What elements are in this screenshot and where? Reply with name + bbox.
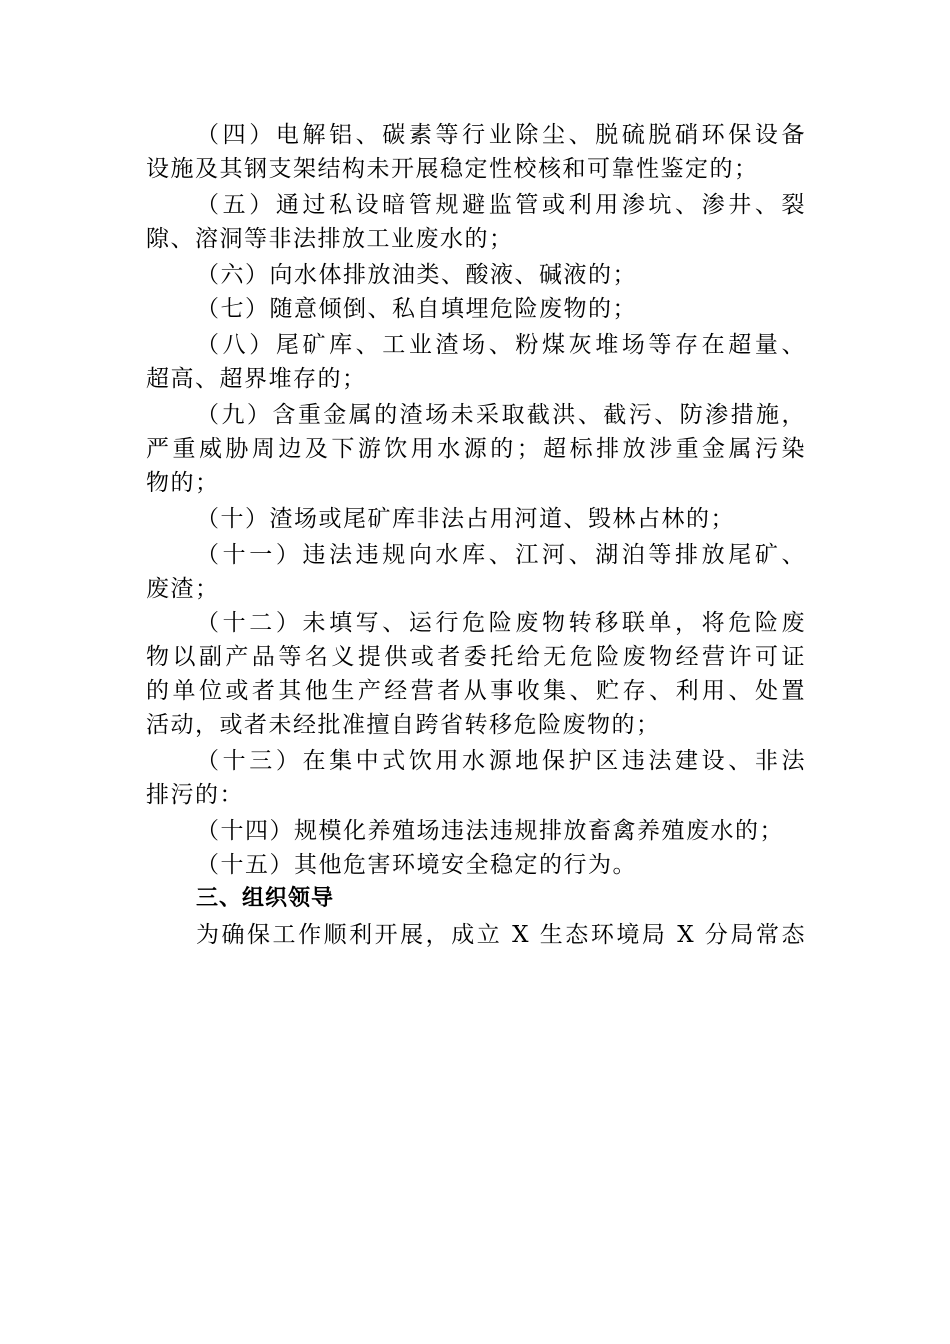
section-heading: 三、组织领导 xyxy=(196,886,335,911)
paragraph-line: 超高、超界堆存的； xyxy=(146,366,367,392)
paragraph-line: （十四）规模化养殖场违法违规排放畜禽养殖废水的； xyxy=(196,818,784,844)
paragraph-line: （十二）未填写、运行危险废物转移联单，将危险废 xyxy=(196,610,806,636)
paragraph-line: （四）电解铝、碳素等行业除尘、脱硫脱硝环保设备 xyxy=(196,122,806,148)
paragraph-line: （十五）其他危害环境安全稳定的行为。 xyxy=(196,852,637,878)
paragraph-line: 废渣； xyxy=(146,576,220,602)
paragraph-line: （十）渣场或尾矿库非法占用河道、毁林占林的； xyxy=(196,506,735,532)
paragraph-line: （六）向水体排放油类、酸液、碱液的； xyxy=(196,262,637,288)
paragraph-line: （七）随意倾倒、私自填埋危险废物的； xyxy=(196,296,637,322)
paragraph-line: 为确保工作顺利开展，成立 X 生态环境局 X 分局常态 xyxy=(196,922,806,948)
paragraph-line: （十三）在集中式饮用水源地保护区违法建设、非法 xyxy=(196,748,806,774)
paragraph-line: （五）通过私设暗管规避监管或利用渗坑、渗井、裂 xyxy=(196,192,806,218)
paragraph-line: 设施及其钢支架结构未开展稳定性校核和可靠性鉴定的； xyxy=(146,156,759,182)
paragraph-line: 严重威胁周边及下游饮用水源的；超标排放涉重金属污染 xyxy=(146,436,806,462)
paragraph-line: 排污的： xyxy=(146,782,244,808)
paragraph-line: （九）含重金属的渣场未采取截洪、截污、防渗措施， xyxy=(196,402,806,428)
paragraph-line: 物以副产品等名义提供或者委托给无危险废物经营许可证 xyxy=(146,644,806,670)
paragraph-line: 物的； xyxy=(146,470,220,496)
paragraph-line: （八）尾矿库、工业渣场、粉煤灰堆场等存在超量、 xyxy=(196,332,806,358)
paragraph-line: （十一）违法违规向水库、江河、湖泊等排放尾矿、 xyxy=(196,542,806,568)
paragraph-line: 活动，或者未经批准擅自跨省转移危险废物的； xyxy=(146,712,661,738)
paragraph-line: 隙、溶洞等非法排放工业废水的； xyxy=(146,226,514,252)
paragraph-line: 的单位或者其他生产经营者从事收集、贮存、利用、处置 xyxy=(146,678,806,704)
